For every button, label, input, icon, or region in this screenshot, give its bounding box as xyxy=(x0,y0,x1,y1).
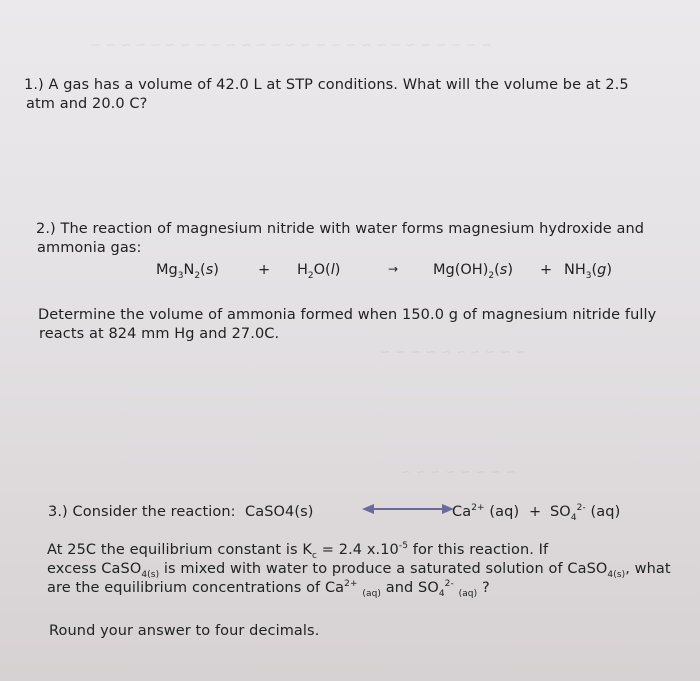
q2-determine-line-1: Determine the volume of ammonia formed when 150.0 g of magnesium nitride fully xyxy=(38,307,657,323)
q3-round-instruction: Round your answer to four decimals. xyxy=(49,623,320,639)
q2-line-2: ammonia gas: xyxy=(37,240,142,256)
bleed-through-text: ~ ~ ~ ~ ~ ~ ~ ~ ~ ~ ~ ~ ~ ~ ~ ~ ~ ~ ~ ~ ~ ~ ~ ~ ~ ~ ~ xyxy=(90,38,492,53)
q3-line-1: At 25C the equilibrium constant is $K_c = 2.4$ $x.10^{-5}$ for this reaction. If xyxy=(47,541,549,561)
q2-line-1: 2.) The reaction of magnesium nitride with water forms magnesium hydroxide and xyxy=(36,221,645,237)
equilibrium-arrow-icon xyxy=(362,502,454,516)
q3-intro: 3.) Consider the reaction: xyxy=(48,504,236,520)
q2-product-1: $Mg(OH)_2(s)$ xyxy=(433,262,513,281)
bleed-through-text-2: ~ ~ ~ ~ ~ ~ ~ ~ ~ ~ xyxy=(380,345,527,360)
q3-line-2: excess CaSO$_{4(s)}$ is mixed with water to produce a saturated solution of CaSO$_{4(s)}$, what xyxy=(47,561,671,580)
q2-reaction-arrow: → xyxy=(388,262,399,276)
q2-reactant-1: $Mg_3N_2(s)$ xyxy=(156,262,219,281)
q1-line-1: 1.) A gas has a volume of 42.0 L at STP conditions. What will the volume be at 2.5 xyxy=(24,77,629,93)
q1-line-2: atm and 20.0 C? xyxy=(26,96,148,112)
q3-product-1: $Ca^{2+}$ (aq) xyxy=(452,503,520,520)
q2-reactant-2: $H_2O(l)$ xyxy=(297,262,341,281)
q3-reactant: CaSO4(s) xyxy=(245,504,314,520)
q2-plus-1: + xyxy=(258,262,271,278)
q3-product-2: $SO_4^{2-}$ (aq) xyxy=(550,503,621,523)
q2-determine-line-2: reacts at 824 mm Hg and 27.0C. xyxy=(39,326,280,342)
q3-line-3: are the equilibrium concentrations of $Ca^{2+}$ $_{(aq)}$ and $SO_4^{2-}$ $_{(aq)}$ ? xyxy=(47,579,490,599)
bleed-through-text-3: ~ ~ ~ ~ ~ ~ ~ ~ xyxy=(400,465,517,480)
q3-plus: + xyxy=(529,504,542,520)
q2-plus-2: + xyxy=(540,262,553,278)
q2-product-2: $NH_3(g)$ xyxy=(564,262,613,281)
